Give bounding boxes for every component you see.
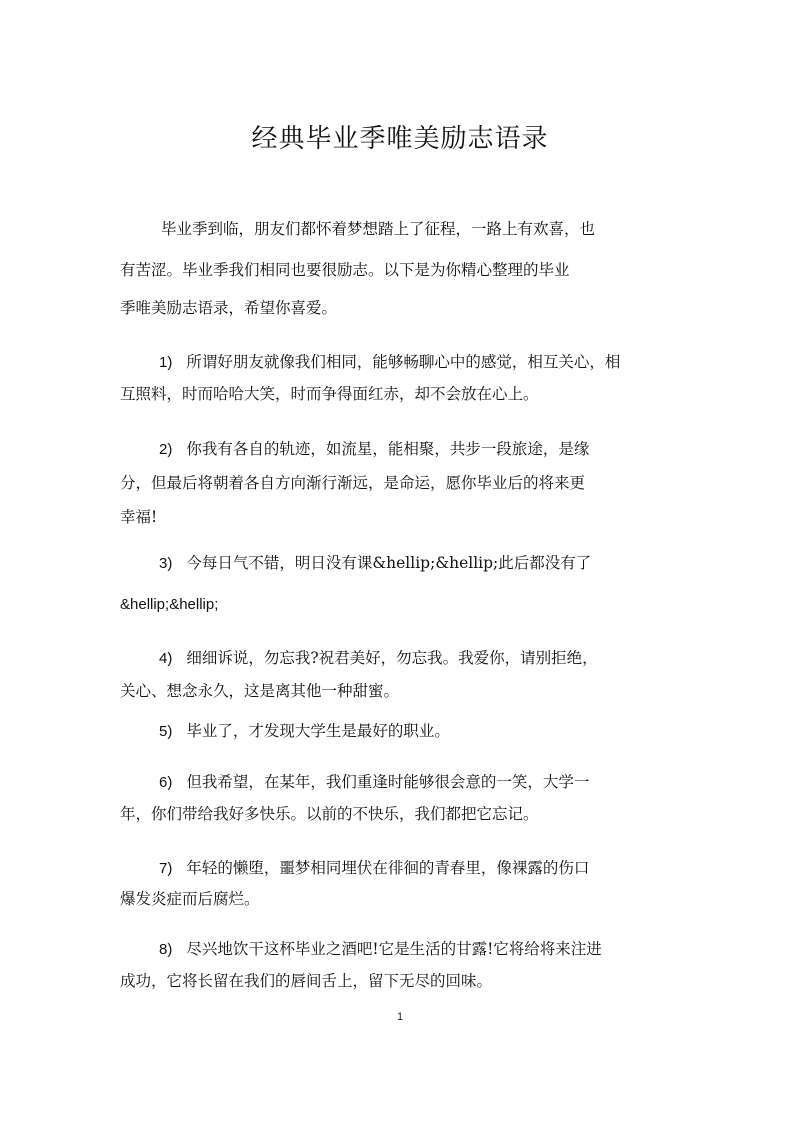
list-item-number: 6): [159, 774, 173, 791]
list-item-2-line-3: 幸福!: [120, 508, 158, 526]
list-item-4-first-line: [159, 646, 598, 671]
list-item-number: 1): [159, 354, 173, 371]
list-item-2-line-2: 分，但最后将朝着各自方向渐行渐远，是命运，愿你毕业后的将来更: [120, 474, 586, 492]
list-item-number: 7): [159, 860, 173, 877]
list-item-text: 你我有各自的轨迹，如流星，能相聚，共步一段旅途，是缘: [186, 440, 590, 458]
list-item-4-line-2: 关心、想念永久，这是离其他一种甜蜜。: [120, 682, 400, 700]
intro-line-1: 毕业季到临，朋友们都怀着梦想踏上了征程，一路上有欢喜，也: [161, 220, 596, 238]
list-item-text: 但我希望，在某年，我们重逢时能够很会意的一笑，大学一: [186, 773, 590, 791]
list-item-1-line-2: 互照料，时而哈哈大笑，时而争得面红赤，却不会放在心上。: [120, 385, 539, 403]
list-item-number: 5): [159, 723, 173, 740]
list-item-text: 所谓好朋友就像我们相同，能够畅聊心中的感觉，相互关心，相: [186, 353, 621, 371]
list-item-number: 3): [159, 555, 173, 572]
list-item-2-first-line: [159, 437, 589, 462]
list-item-5-first-line: [159, 719, 450, 744]
list-item-8-first-line: [159, 937, 602, 962]
list-item-number: 8): [159, 941, 173, 958]
document-title: 经典毕业季唯美励志语录: [251, 124, 549, 154]
page-number: 1: [396, 1011, 404, 1023]
list-item-number: 4): [159, 650, 173, 667]
list-item-text: 今每日气不错，明日没有课&hellip;&hellip;此后都没有了: [186, 554, 592, 572]
list-item-text: 年轻的懒堕，噩梦相同埋伏在徘徊的青春里，像裸露的伤口: [186, 859, 590, 877]
list-item-6-first-line: [159, 770, 589, 795]
list-item-8-line-2: 成功，它将长留在我们的唇间舌上，留下无尽的回味。: [120, 972, 493, 990]
list-item-text: 细细诉说，勿忘我?祝君美好，勿忘我。我爱你，请别拒绝，: [186, 649, 598, 667]
list-item-number: 2): [159, 441, 173, 458]
intro-line-2: 有苦涩。毕业季我们相同也要很励志。以下是为你精心整理的毕业: [120, 261, 570, 279]
list-item-3-line-2: &hellip;&hellip;: [120, 596, 219, 613]
list-item-6-line-2: 年，你们带给我好多快乐。以前的不快乐，我们都把它忘记。: [120, 805, 539, 823]
list-item-3-first-line: [159, 551, 591, 576]
list-item-7-line-2: 爆发炎症而后腐烂。: [120, 890, 260, 908]
list-item-1-first-line: [159, 350, 620, 375]
intro-line-3: 季唯美励志语录，希望你喜爱。: [120, 299, 338, 317]
list-item-7-first-line: [159, 856, 589, 881]
list-item-text: 毕业了，才发现大学生是最好的职业。: [186, 722, 450, 740]
list-item-text: 尽兴地饮干这杯毕业之酒吧!它是生活的甘露!它将给将来注进: [186, 940, 602, 958]
